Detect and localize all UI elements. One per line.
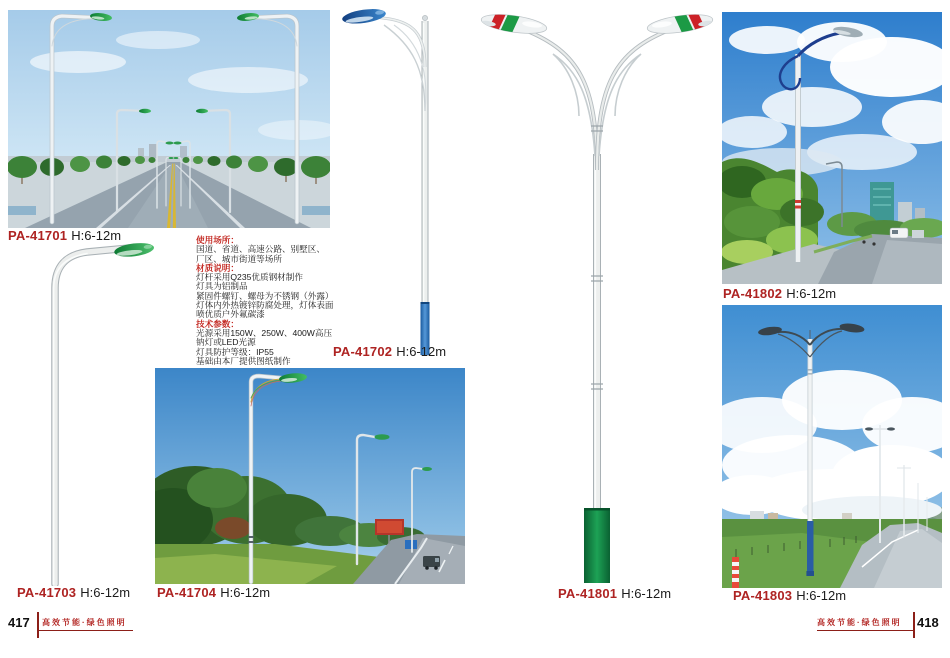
left-footer-slogan: 高效节能·绿色照明 — [42, 618, 127, 627]
pole — [54, 248, 129, 584]
product-label-pa-41801 — [558, 587, 671, 601]
product-height: H:6-12m — [220, 585, 271, 600]
illustration-pa-41703-pole — [5, 240, 160, 586]
product-code: PA-41704 — [157, 585, 217, 600]
striped-bollard — [732, 557, 739, 588]
spec-line: 厂区、城市街道等场所 — [196, 253, 282, 264]
spec-line: 光源采用150W、250W、400W高压 — [196, 327, 333, 338]
road-sign — [405, 540, 417, 549]
pole — [368, 16, 426, 355]
left-shops — [8, 206, 36, 215]
right-arm — [597, 30, 669, 170]
spec-line: 基础由本厂提供图纸制作 — [196, 355, 291, 366]
pole-finial — [422, 15, 427, 20]
spec-line: 紧固件螺钉、螺母为不锈钢（外露） — [196, 290, 334, 301]
product-label-pa-41701 — [8, 229, 121, 243]
right-footer-underline — [817, 630, 913, 631]
product-label-pa-41702 — [333, 345, 446, 359]
spec-line: 灯杆采用Q235优质钢材制作 — [196, 272, 303, 283]
product-code: PA-41701 — [8, 228, 68, 243]
spec-usage-title: 使用场所： — [196, 235, 239, 245]
product-height: H:6-12m — [80, 585, 131, 600]
spec-material-title: 材质说明： — [196, 262, 239, 273]
spec-line: 灯具为铝制品 — [196, 281, 248, 292]
product-height: H:6-12m — [786, 286, 837, 301]
product-code: PA-41802 — [723, 286, 783, 301]
product-height: H:6-12m — [621, 586, 672, 601]
spec-line: 灯具防护等级：IP55 — [196, 346, 274, 357]
spec-line: 喷优质户外氟碳漆 — [196, 309, 265, 320]
product-label-pa-41803 — [733, 589, 846, 603]
photo-pa-41701-avenue — [8, 10, 330, 228]
spec-tech-title: 技术参数： — [196, 318, 239, 329]
product-code: PA-41702 — [333, 344, 393, 359]
product-height: H:6-12m — [796, 588, 847, 603]
right-footer-divider — [913, 612, 915, 638]
right-page-number: 418 — [917, 615, 939, 630]
right-shops — [302, 206, 330, 215]
product-code: PA-41801 — [558, 586, 618, 601]
left-page-number: 417 — [8, 615, 30, 630]
product-label-pa-41704 — [157, 586, 270, 600]
product-label-pa-41703 — [17, 586, 130, 600]
photo-pa-41704-roadside — [155, 368, 465, 584]
photo-pa-41803-road — [722, 305, 942, 588]
left-footer-underline — [37, 630, 133, 631]
spec-text-block — [196, 236, 356, 366]
product-height: H:6-12m — [396, 344, 447, 359]
right-footer-slogan: 高效节能·绿色照明 — [817, 618, 902, 627]
spec-line: 灯体内外热镀锌防腐处理，灯体表面 — [196, 300, 334, 311]
product-code: PA-41803 — [733, 588, 793, 603]
left-arm — [525, 30, 597, 170]
illustration-pa-41801-pole — [473, 4, 721, 586]
spec-line: 国道、省道、高速公路、别墅区、 — [196, 244, 325, 255]
photo-pa-41802-street — [722, 12, 942, 284]
lamp-head — [113, 241, 154, 259]
product-height: H:6-12m — [71, 228, 122, 243]
product-code: PA-41703 — [17, 585, 77, 600]
lamp-head — [341, 7, 386, 26]
spec-line: 钠灯或LED光源 — [196, 337, 256, 348]
left-footer-divider — [37, 612, 39, 638]
product-label-pa-41802 — [723, 287, 836, 301]
green-base — [584, 508, 610, 583]
